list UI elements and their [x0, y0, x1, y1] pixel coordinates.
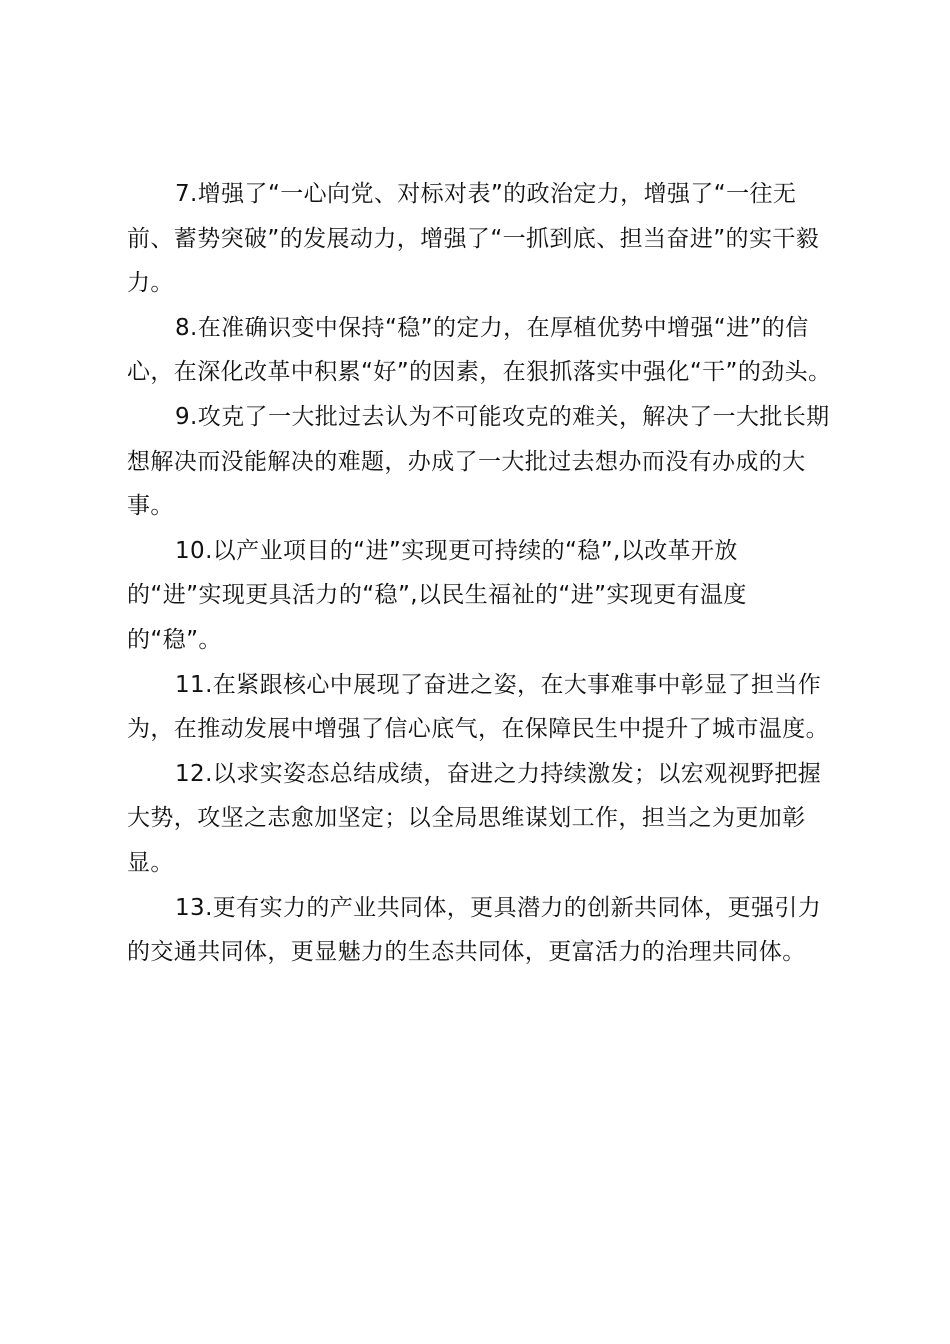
document-body	[127, 172, 837, 975]
paragraph-9: 9.攻克了一大批过去认为不可能攻克的难关，解决了一大批长期想解决而没能解决的难题，办成了一大批过去想办而没有办成的大事。	[127, 403, 830, 520]
paragraph-13: 13.更有实力的产业共同体，更具潜力的创新共同体，更强引力的交通共同体，更显魅力的生态共同体，更富活力的治理共同体。	[127, 894, 822, 966]
paragraph-8: 8.在准确识变中保持“稳”的定力，在厚植优势中增强“进”的信心，在深化改革中积累“好”的因素，在狠抓落实中强化“干”的劲头。	[127, 314, 832, 386]
paragraph-10: 10.以产业项目的“进”实现更可持续的“稳”,以改革开放的“进”实现更具活力的“稳”,以民生福祉的“进”实现更有温度的“稳”。	[127, 537, 747, 653]
paragraph-7: 7.增强了“一心向党、对标对表”的政治定力，增强了“一往无前、蓄势突破”的发展动力，增强了“一抓到底、担当奋进”的实干毅力。	[127, 181, 820, 297]
paragraph-11: 11.在紧跟核心中展现了奋进之姿，在大事难事中彰显了担当作为，在推动发展中增强了信心底气，在保障民生中提升了城市温度。	[127, 671, 829, 743]
paragraph-12: 12.以求实姿态总结成绩，奋进之力持续激发；以宏观视野把握大势，攻坚之志愈加坚定；以全局思维谋划工作，担当之为更加彰显。	[127, 760, 822, 876]
